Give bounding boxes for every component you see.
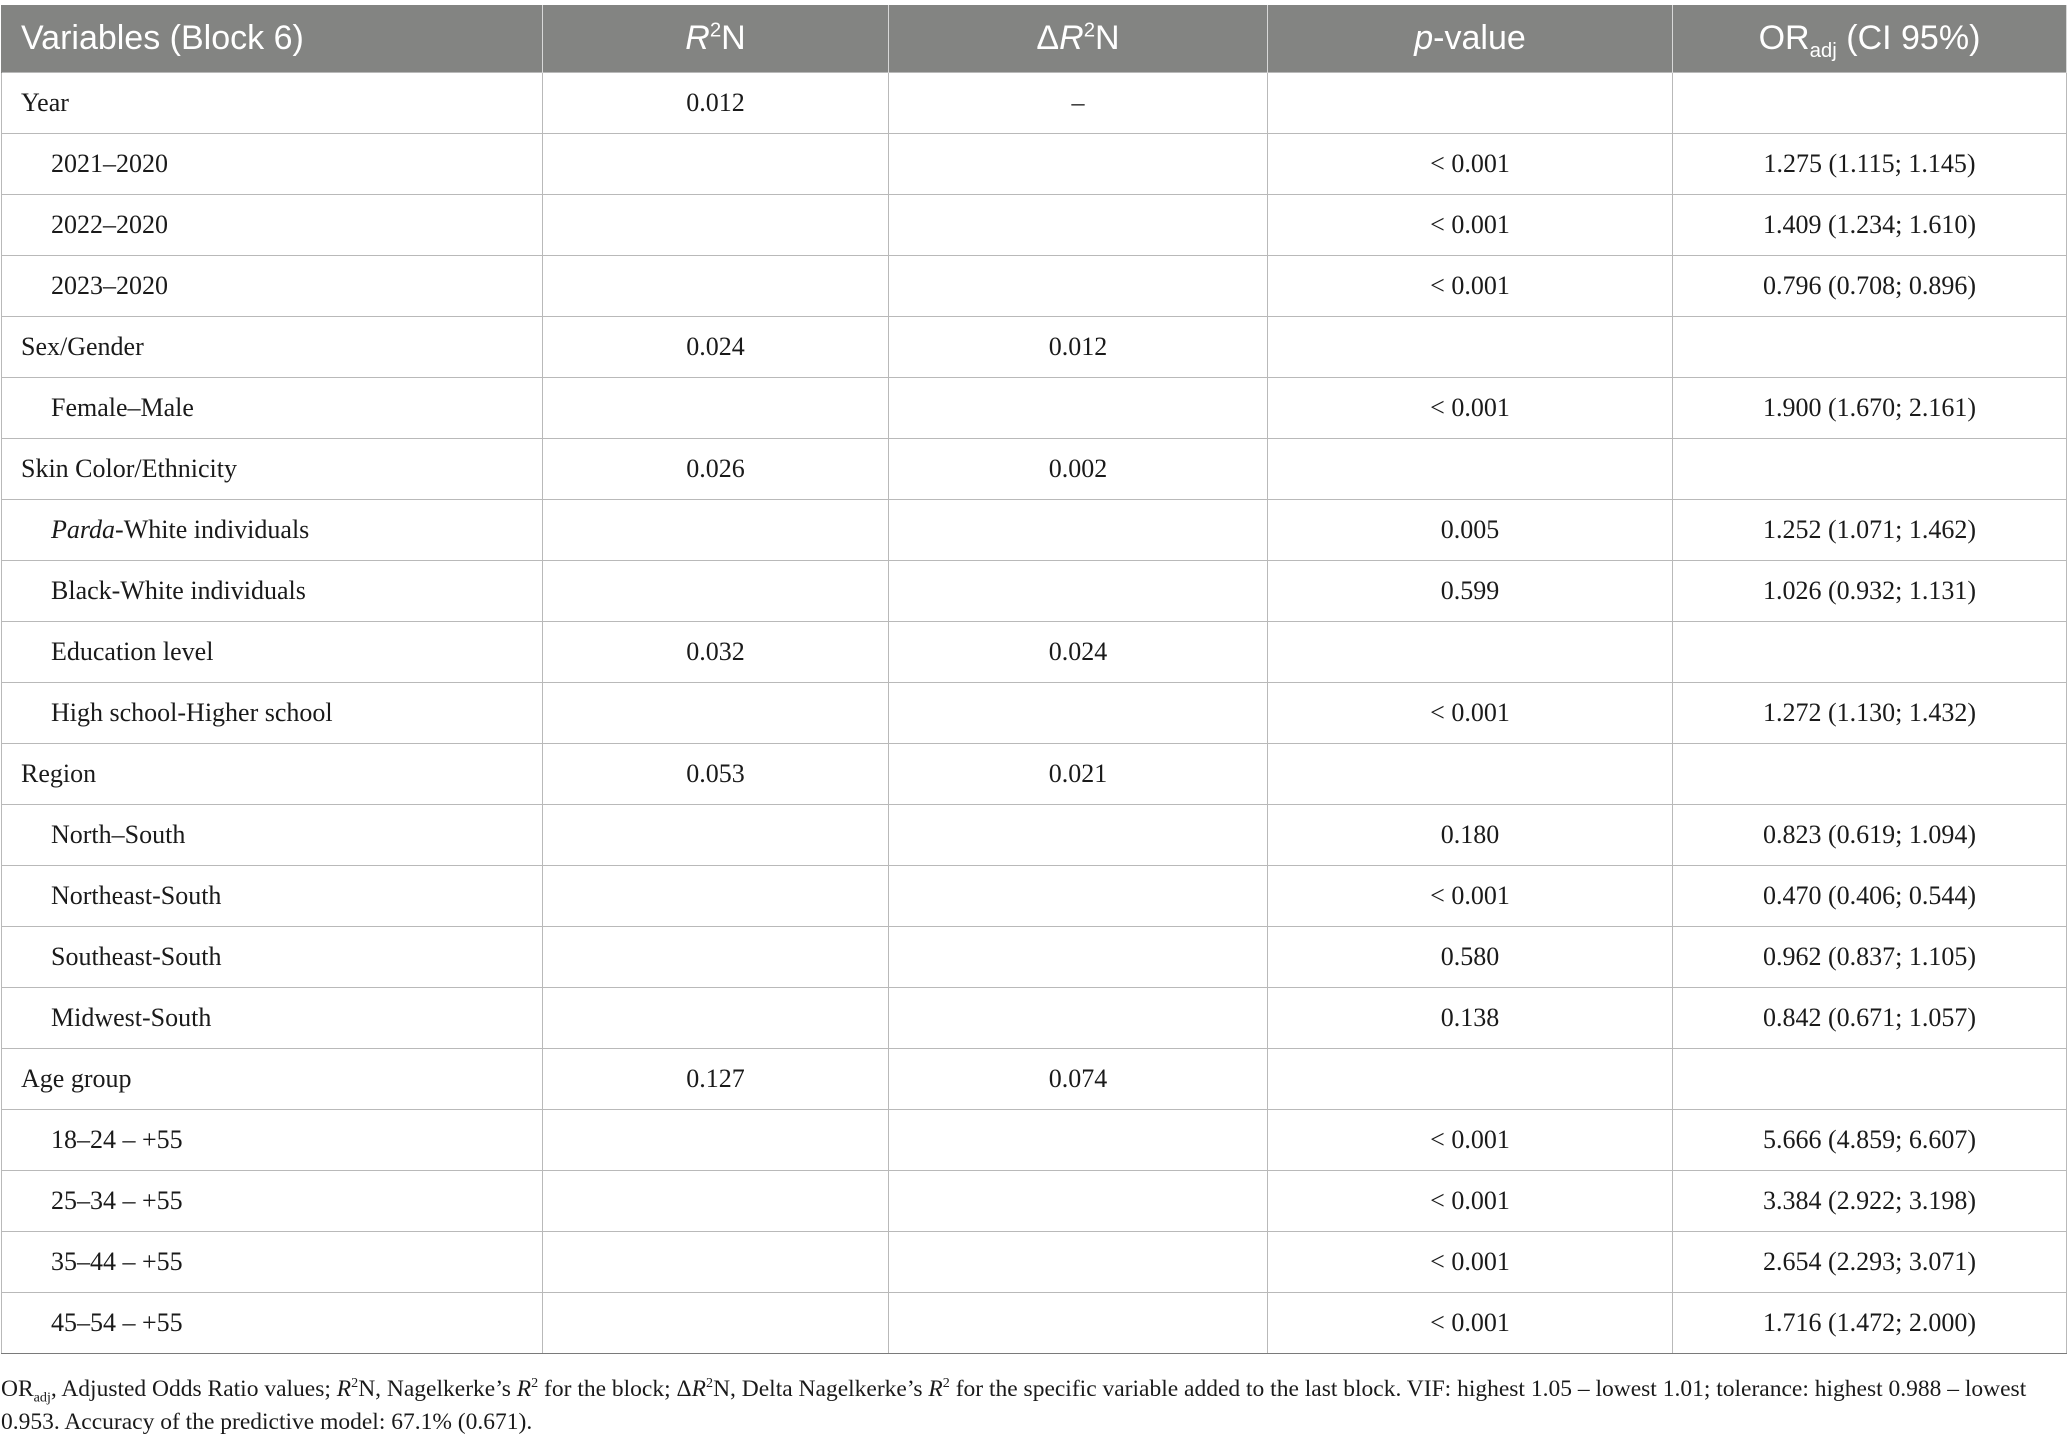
- cell-r2n: [543, 1293, 889, 1354]
- cell-r2n: [543, 927, 889, 988]
- table-header-row: [2, 5, 2067, 73]
- table-row: [2, 622, 2067, 683]
- cell-or-adj: 1.252 (1.071; 1.462): [1673, 500, 2067, 561]
- table-row: [2, 500, 2067, 561]
- cell-delta-r2n: [889, 683, 1268, 744]
- cell-delta-r2n: [889, 256, 1268, 317]
- cell-variable: Skin Color/Ethnicity: [2, 439, 543, 500]
- table-row: [2, 1049, 2067, 1110]
- cell-p-value: [1268, 73, 1673, 134]
- cell-variable: 18–24 – +55: [2, 1110, 543, 1171]
- table-row: [2, 988, 2067, 1049]
- cell-variable: North–South: [2, 805, 543, 866]
- cell-p-value: < 0.001: [1268, 256, 1673, 317]
- cell-r2n: [543, 256, 889, 317]
- table-footnote: $OR_{adj}$, Adjusted Odds Ratio values; $R^2N$, Nagelkerke’s $R^2$ for the block; $\Delta R^2N$, Delta Nagelkerke’s $R^2$ for the specific variable added to the last block. VIF: highest 1.05 – lowest 1.01; tolerance: highest 0.988 – lowest 0.953. Accuracy of the predictive model: 67.1% (0.671).: [1, 1375, 2027, 1435]
- cell-p-value: 0.580: [1268, 927, 1673, 988]
- cell-or-adj: 5.666 (4.859; 6.607): [1673, 1110, 2067, 1171]
- table-row: [2, 1232, 2067, 1293]
- cell-r2n: [543, 195, 889, 256]
- cell-variable: Parda-White individuals: [2, 500, 543, 561]
- cell-p-value: < 0.001: [1268, 1171, 1673, 1232]
- cell-r2n: 0.012: [543, 73, 889, 134]
- cell-variable: 2021–2020: [2, 134, 543, 195]
- cell-or-adj: 0.796 (0.708; 0.896): [1673, 256, 2067, 317]
- header-or-adj: $OR_{adj}$ (CI 95%): [1673, 5, 2067, 73]
- cell-variable: 2023–2020: [2, 256, 543, 317]
- cell-variable: Sex/Gender: [2, 317, 543, 378]
- cell-or-adj: [1673, 744, 2067, 805]
- cell-delta-r2n: [889, 561, 1268, 622]
- cell-delta-r2n: [889, 500, 1268, 561]
- cell-variable: Northeast-South: [2, 866, 543, 927]
- regression-table: [1, 5, 2067, 1354]
- table-container: [1, 5, 2066, 1354]
- cell-p-value: < 0.001: [1268, 1110, 1673, 1171]
- cell-delta-r2n: [889, 195, 1268, 256]
- cell-delta-r2n: 0.012: [889, 317, 1268, 378]
- cell-p-value: 0.138: [1268, 988, 1673, 1049]
- cell-r2n: 0.026: [543, 439, 889, 500]
- table-row: [2, 866, 2067, 927]
- cell-r2n: [543, 866, 889, 927]
- cell-variable: Region: [2, 744, 543, 805]
- cell-variable: Female–Male: [2, 378, 543, 439]
- cell-variable: Year: [2, 73, 543, 134]
- cell-delta-r2n: [889, 134, 1268, 195]
- table-row: [2, 1293, 2067, 1354]
- table-row: [2, 439, 2067, 500]
- table-row: [2, 378, 2067, 439]
- cell-r2n: 0.032: [543, 622, 889, 683]
- cell-variable: Midwest-South: [2, 988, 543, 1049]
- cell-p-value: 0.005: [1268, 500, 1673, 561]
- cell-delta-r2n: 0.021: [889, 744, 1268, 805]
- cell-r2n: [543, 683, 889, 744]
- cell-delta-r2n: –: [889, 73, 1268, 134]
- cell-delta-r2n: 0.002: [889, 439, 1268, 500]
- cell-or-adj: 0.823 (0.619; 1.094): [1673, 805, 2067, 866]
- cell-or-adj: [1673, 73, 2067, 134]
- cell-r2n: 0.024: [543, 317, 889, 378]
- cell-delta-r2n: 0.024: [889, 622, 1268, 683]
- cell-p-value: < 0.001: [1268, 866, 1673, 927]
- cell-r2n: [543, 500, 889, 561]
- cell-delta-r2n: [889, 805, 1268, 866]
- cell-or-adj: 1.272 (1.130; 1.432): [1673, 683, 2067, 744]
- header-delta-r2n: $\Delta R^2N$: [889, 5, 1268, 73]
- table-row: [2, 317, 2067, 378]
- cell-delta-r2n: [889, 1293, 1268, 1354]
- cell-or-adj: 2.654 (2.293; 3.071): [1673, 1232, 2067, 1293]
- table-row: [2, 683, 2067, 744]
- cell-delta-r2n: [889, 1171, 1268, 1232]
- header-p-value: p-value: [1268, 5, 1673, 73]
- cell-r2n: [543, 134, 889, 195]
- cell-variable: Age group: [2, 1049, 543, 1110]
- cell-variable: Black-White individuals: [2, 561, 543, 622]
- cell-p-value: < 0.001: [1268, 683, 1673, 744]
- header-r2n: $R^2N$: [543, 5, 889, 73]
- cell-or-adj: [1673, 317, 2067, 378]
- cell-p-value: [1268, 439, 1673, 500]
- cell-or-adj: [1673, 1049, 2067, 1110]
- cell-r2n: [543, 1171, 889, 1232]
- table-row: [2, 1110, 2067, 1171]
- cell-or-adj: 1.026 (0.932; 1.131): [1673, 561, 2067, 622]
- cell-or-adj: 0.470 (0.406; 0.544): [1673, 866, 2067, 927]
- cell-variable: High school-Higher school: [2, 683, 543, 744]
- table-body: [2, 73, 2067, 1354]
- cell-or-adj: 3.384 (2.922; 3.198): [1673, 1171, 2067, 1232]
- cell-p-value: [1268, 744, 1673, 805]
- cell-delta-r2n: [889, 1110, 1268, 1171]
- cell-or-adj: 1.900 (1.670; 2.161): [1673, 378, 2067, 439]
- table-row: [2, 195, 2067, 256]
- cell-or-adj: 1.716 (1.472; 2.000): [1673, 1293, 2067, 1354]
- table-row: [2, 256, 2067, 317]
- cell-p-value: < 0.001: [1268, 378, 1673, 439]
- cell-r2n: [543, 378, 889, 439]
- cell-variable: 45–54 – +55: [2, 1293, 543, 1354]
- table-row: [2, 134, 2067, 195]
- cell-p-value: [1268, 1049, 1673, 1110]
- cell-r2n: [543, 1110, 889, 1171]
- cell-delta-r2n: 0.074: [889, 1049, 1268, 1110]
- cell-r2n: [543, 1232, 889, 1293]
- cell-p-value: < 0.001: [1268, 134, 1673, 195]
- table-row: [2, 73, 2067, 134]
- table-row: [2, 805, 2067, 866]
- table-row: [2, 561, 2067, 622]
- cell-delta-r2n: [889, 927, 1268, 988]
- cell-variable: Southeast-South: [2, 927, 543, 988]
- cell-delta-r2n: [889, 378, 1268, 439]
- table-row: [2, 927, 2067, 988]
- cell-p-value: 0.180: [1268, 805, 1673, 866]
- cell-r2n: 0.127: [543, 1049, 889, 1110]
- cell-p-value: < 0.001: [1268, 1232, 1673, 1293]
- cell-r2n: 0.053: [543, 744, 889, 805]
- cell-or-adj: 1.275 (1.115; 1.145): [1673, 134, 2067, 195]
- cell-p-value: < 0.001: [1268, 1293, 1673, 1354]
- cell-or-adj: [1673, 622, 2067, 683]
- cell-variable: 35–44 – +55: [2, 1232, 543, 1293]
- cell-variable: 25–34 – +55: [2, 1171, 543, 1232]
- cell-variable: Education level: [2, 622, 543, 683]
- cell-delta-r2n: [889, 866, 1268, 927]
- cell-or-adj: 0.842 (0.671; 1.057): [1673, 988, 2067, 1049]
- cell-p-value: < 0.001: [1268, 195, 1673, 256]
- cell-r2n: [543, 805, 889, 866]
- cell-delta-r2n: [889, 988, 1268, 1049]
- cell-or-adj: 1.409 (1.234; 1.610): [1673, 195, 2067, 256]
- header-variables: Variables (Block 6): [2, 5, 543, 73]
- cell-delta-r2n: [889, 1232, 1268, 1293]
- cell-variable: 2022–2020: [2, 195, 543, 256]
- cell-r2n: [543, 988, 889, 1049]
- cell-r2n: [543, 561, 889, 622]
- cell-or-adj: [1673, 439, 2067, 500]
- table-row: [2, 1171, 2067, 1232]
- cell-or-adj: 0.962 (0.837; 1.105): [1673, 927, 2067, 988]
- table-row: [2, 744, 2067, 805]
- cell-p-value: 0.599: [1268, 561, 1673, 622]
- cell-p-value: [1268, 622, 1673, 683]
- cell-p-value: [1268, 317, 1673, 378]
